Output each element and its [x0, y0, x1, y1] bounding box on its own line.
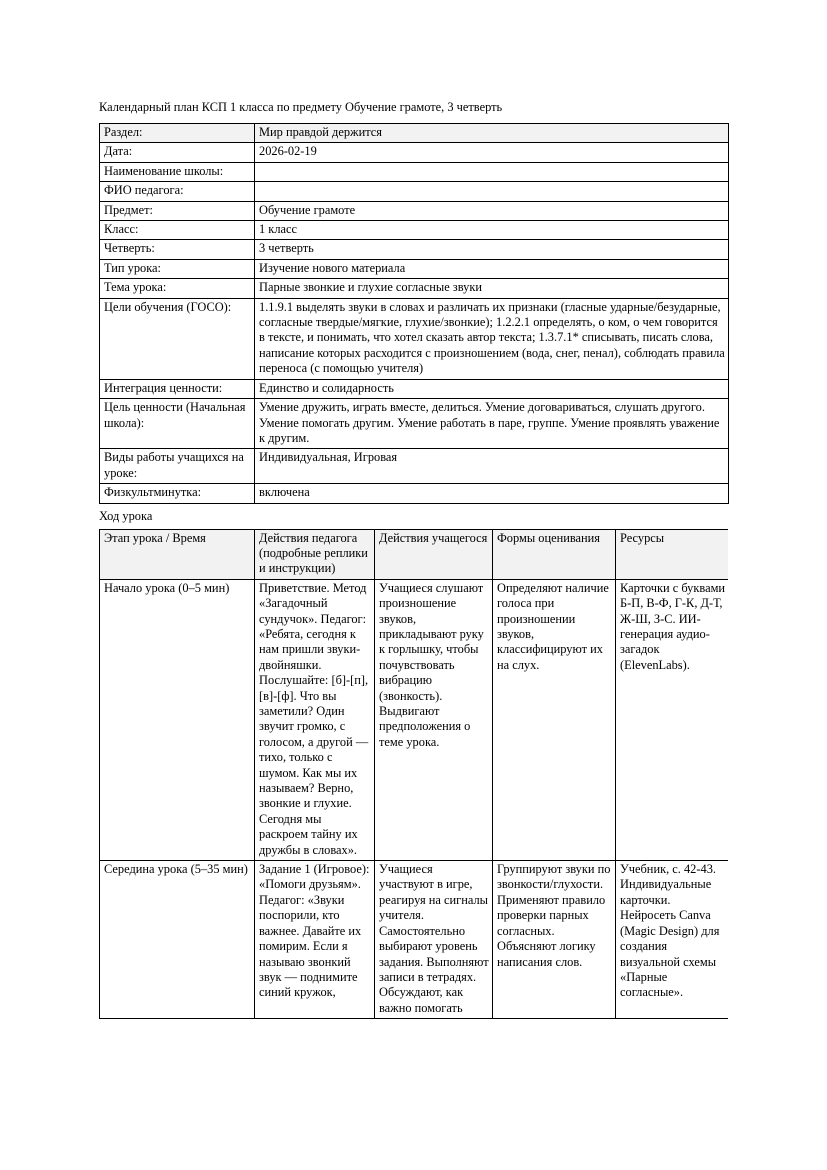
column-header-assessment: Формы оценивания [493, 529, 616, 579]
info-value: включена [255, 484, 729, 503]
table-row [100, 298, 729, 379]
info-value: Умение дружить, играть вместе, делиться. Умение договариваться, слушать другого. Умение помогать другим. Умение работать в паре, группе. Умение проявлять уважение к другим. [255, 399, 729, 449]
info-value: Мир правдой держится [255, 124, 729, 143]
cell-teacher-actions: Приветствие. Метод «Загадочный сундучок». Педагог: «Ребята, сегодня к нам пришли звуки-двойняшки. Послушайте: [б]-[п], [в]-[ф]. Что вы заметили? Один звучит громко, с голосом, а другой — тихо, только с шумом. Как мы их называем? Верно, звонкие и глухие. Сегодня мы раскроем тайну их дружбы в словах». [255, 579, 375, 860]
info-label: Цель ценности (Начальная школа): [100, 399, 255, 449]
cell-student-actions: Учащиеся участвуют в игре, реагируя на сигналы учителя. Самостоятельно выбирают уровень задания. Выполняют записи в тетрадях. Обсуждают, как важно помогать [375, 861, 493, 1019]
lesson-flow-head [100, 529, 729, 579]
info-value: Парные звонкие и глухие согласные звуки [255, 279, 729, 298]
document-content [99, 99, 728, 1095]
info-label: Тема урока: [100, 279, 255, 298]
info-value [255, 162, 729, 181]
info-label: Класс: [100, 221, 255, 240]
info-label: Физкультминутка: [100, 484, 255, 503]
cell-assessment: Определяют наличие голоса при произношении звуков, классифицируют их на слух. [493, 579, 616, 860]
lesson-flow-table [99, 529, 728, 1020]
column-header-resources: Ресурсы [616, 529, 729, 579]
lesson-flow-clip [99, 529, 728, 1095]
info-value: 2026-02-19 [255, 143, 729, 162]
info-value: Индивидуальная, Игровая [255, 449, 729, 484]
column-header-student-actions: Действия учащегося [375, 529, 493, 579]
info-value: Обучение грамоте [255, 201, 729, 220]
info-value: Единство и солидарность [255, 379, 729, 398]
table-header-row [100, 529, 729, 579]
column-header-teacher-actions: Действия педагога (подробные реплики и инструкции) [255, 529, 375, 579]
table-row [100, 221, 729, 240]
table-row [100, 379, 729, 398]
info-label: Виды работы учащихся на уроке: [100, 449, 255, 484]
cell-teacher-actions: Задание 1 (Игровое): «Помоги друзьям». Педагог: «Звуки поспорили, кто важнее. Давайте их помирим. Если я называю звонкий звук — поднимите синий кружок, [255, 861, 375, 1019]
cell-stage: Начало урока (0–5 мин) [100, 579, 255, 860]
info-label: Четверть: [100, 240, 255, 259]
table-row [100, 449, 729, 484]
table-row [100, 240, 729, 259]
info-value: 3 четверть [255, 240, 729, 259]
info-label: Тип урока: [100, 259, 255, 278]
lesson-info-body [100, 124, 729, 504]
info-label: Предмет: [100, 201, 255, 220]
info-value [255, 182, 729, 201]
cell-resources: Карточки с буквами Б-П, В-Ф, Г-К, Д-Т, Ж-Ш, З-С. ИИ-генерация аудио-загадок (ElevenLabs). [616, 579, 729, 860]
table-row [100, 484, 729, 503]
table-row [100, 182, 729, 201]
lesson-flow-label: Ход урока [99, 508, 153, 523]
table-row [100, 162, 729, 181]
info-value: 1 класс [255, 221, 729, 240]
table-row [100, 124, 729, 143]
cell-assessment: Группируют звуки по звонкости/глухости. Применяют правило проверки парных согласных. Объясняют логику написания слов. [493, 861, 616, 1019]
table-row [100, 259, 729, 278]
table-row [100, 579, 729, 860]
cell-stage: Середина урока (5–35 мин) [100, 861, 255, 1019]
info-label: Раздел: [100, 124, 255, 143]
table-row [100, 279, 729, 298]
info-label: Интеграция ценности: [100, 379, 255, 398]
info-label: Наименование школы: [100, 162, 255, 181]
info-value: Изучение нового материала [255, 259, 729, 278]
table-row [100, 201, 729, 220]
info-label: ФИО педагога: [100, 182, 255, 201]
cell-student-actions: Учащиеся слушают произношение звуков, прикладывают руку к горлышку, чтобы почувствовать вибрацию (звонкость). Выдвигают предположения о теме урока. [375, 579, 493, 860]
info-label: Дата: [100, 143, 255, 162]
info-value: 1.1.9.1 выделять звуки в словах и различать их признаки (гласные ударные/безударные, согласные твердые/мягкие, глухие/звонкие); 1.2.2.1 определять, о ком, о чем говорится в тексте, и понимать, что хотел сказать автор текста; 1.3.7.1* списывать, писать слова, написание которых расходится с произношением (вода, снег, пенал), соблюдать правила переноса (с помощью учителя) [255, 298, 729, 379]
cell-resources: Учебник, с. 42-43. Индивидуальные карточки. Нейросеть Canva (Magic Design) для создания визуальной схемы «Парные согласные». [616, 861, 729, 1019]
lesson-info-table [99, 123, 729, 504]
column-header-stage: Этап урока / Время [100, 529, 255, 579]
table-row [100, 399, 729, 449]
table-row [100, 143, 729, 162]
table-row [100, 861, 729, 1019]
page-title: Календарный план КСП 1 класса по предмету Обучение грамоте, 3 четверть [99, 100, 503, 114]
info-label: Цели обучения (ГОСО): [100, 298, 255, 379]
lesson-flow-body [100, 579, 729, 1018]
